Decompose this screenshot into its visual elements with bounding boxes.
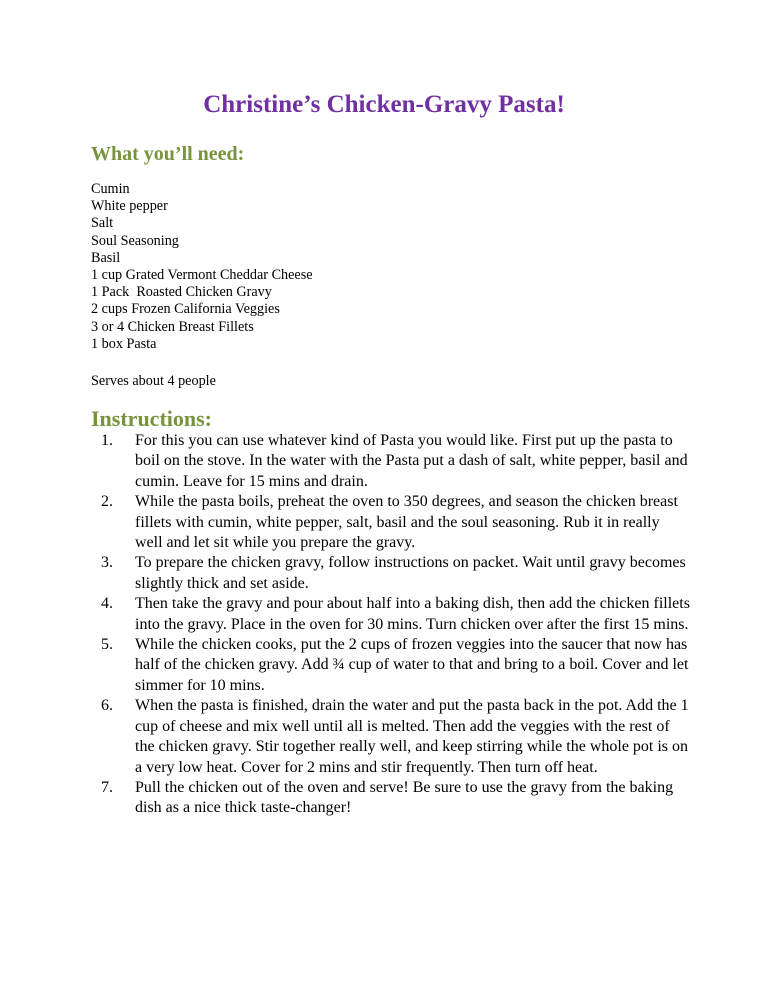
step-number: 5. xyxy=(101,636,113,654)
step-text: While the chicken cooks, put the 2 cups of frozen veggies into the saucer that now has half of the chicken gravy. Add ¾ cup of water to that and bring to a boil. Cover and let simmer for 10 mins. xyxy=(135,636,689,694)
instruction-step xyxy=(91,594,691,635)
instruction-step xyxy=(91,553,691,594)
ingredient-item: 2 cups Frozen California Veggies xyxy=(91,301,280,318)
step-text: For this you can use whatever kind of Pasta you would like. First put up the pasta to boil on the stove. In the water with the Pasta put a dash of salt, white pepper, basil and cumin. Leave for 15 mins and drain. xyxy=(135,432,688,490)
page-title: Christine’s Chicken-Gravy Pasta! xyxy=(203,91,565,118)
ingredient-item: White pepper xyxy=(91,198,168,215)
ingredient-item: Salt xyxy=(91,215,114,232)
ingredients-heading: What you’ll need: xyxy=(91,143,245,165)
ingredient-item: Soul Seasoning xyxy=(91,232,179,249)
instruction-step xyxy=(91,431,691,492)
step-text: To prepare the chicken gravy, follow instructions on packet. Wait until gravy becomes slightly thick and set aside. xyxy=(135,554,686,592)
servings-note: Serves about 4 people xyxy=(91,373,216,389)
ingredient-item: Basil xyxy=(91,249,121,266)
step-number: 2. xyxy=(101,493,113,511)
instruction-step xyxy=(91,635,691,696)
ingredient-item: 1 cup Grated Vermont Cheddar Cheese xyxy=(91,267,313,284)
step-text: Then take the gravy and pour about half into a baking dish, then add the chicken fillets into the gravy. Place in the oven for 30 mins. Turn chicken over after the first 15 mins. xyxy=(135,595,690,633)
instructions-list xyxy=(91,431,691,819)
ingredient-item: 3 or 4 Chicken Breast Fillets xyxy=(91,318,254,335)
instruction-step xyxy=(91,778,691,819)
ingredient-item: 1 Pack Roasted Chicken Gravy xyxy=(91,284,272,301)
step-number: 3. xyxy=(101,554,113,572)
step-number: 1. xyxy=(101,432,113,449)
step-text: While the pasta boils, preheat the oven to 350 degrees, and season the chicken breast fillets with cumin, white pepper, salt, basil and the soul seasoning. Rub it in really well and let sit while you prepare the gravy. xyxy=(135,493,678,552)
step-text: When the pasta is finished, drain the water and put the pasta back in the pot. Add the 1 cup of cheese and mix well until all is melted. Then add the veggies with the rest of the chicken gravy. Stir together really well, and keep stirring while the whole pot is on a very low heat. Cover for 2 mins and stir frequently. Then turn off heat. xyxy=(135,697,689,776)
ingredient-item: Cumin xyxy=(91,181,130,197)
ingredients-list xyxy=(91,181,313,353)
step-number: 4. xyxy=(101,595,113,613)
ingredient-item: 1 box Pasta xyxy=(91,335,157,352)
step-number: 6. xyxy=(101,697,113,715)
step-text: Pull the chicken out of the oven and serve! Be sure to use the gravy from the baking dish as a nice thick taste-changer! xyxy=(135,778,674,817)
instruction-step xyxy=(91,492,691,553)
instructions-heading: Instructions: xyxy=(91,406,213,431)
step-number: 7. xyxy=(101,778,113,796)
instruction-step xyxy=(91,696,691,778)
